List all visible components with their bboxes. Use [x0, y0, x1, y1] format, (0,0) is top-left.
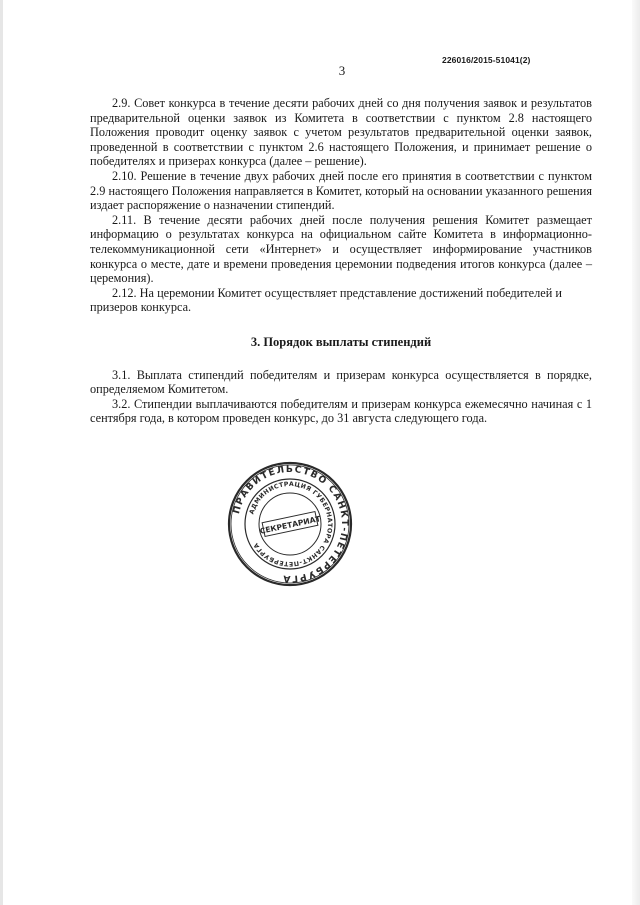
scan-edge-right [632, 0, 640, 905]
paragraph-2-12: 2.12. На церемонии Комитет осуществляет представление достижений победителей и призеров конкурса. [90, 285, 562, 315]
seal-inner-text: АДМИНИСТРАЦИЯ ГУБЕРНАТОРА САНКТ-ПЕТЕРБУРГА [248, 480, 334, 568]
seal-outer-text: ПРАВИТЕЛЬСТВО САНКТ-ПЕТЕРБУРГА [231, 463, 351, 585]
page-number: 3 [338, 63, 346, 78]
paragraph-3-1: 3.1. Выплата стипендий победителям и призерам конкурса осуществляется в порядке, определяемом Комитетом. [90, 367, 592, 397]
seal-center-text: СЕКРЕТАРИАТ [259, 514, 322, 536]
paragraph-2-10: 2.10. Решение в течение двух рабочих дней после его принятия в соответствии с пунктом 2.9 настоящего Положения направляется в Комитет, который на основании указанного решения издает распоряжение о назначении стипендий. [90, 168, 592, 213]
paragraph-3-2: 3.2. Стипендии выплачиваются победителям и призерам конкурса ежемесячно начиная с 1 сентября года, в котором проведен конкурс, до 31 августа следующего года. [90, 396, 592, 426]
paragraph-2-9: 2.9. Совет конкурса в течение десяти рабочих дней со дня получения заявок и результатов предварительной оценки заявок из Комитета в соответствии с пунктом 2.8 настоящего Положения проводит оценку заявок с учетом результатов предварительной оценки заявок, проведенной в соответствии с пунктом 2.6 настоящего Положения, и принимает решение о победителях и призерах конкурса (далее – решение). [90, 96, 592, 169]
scan-edge-left [0, 0, 3, 905]
paragraph-2-11: 2.11. В течение десяти рабочих дней после получения решения Комитет размещает информацию о результатах конкурса на официальном сайте Комитета в информационно-телекоммуникационной сети «Интернет» и осуществляет информирование участников конкурса о месте, дате и времени проведения церемонии подведения итогов конкурса (далее – церемония). [90, 212, 592, 286]
document-body [90, 96, 592, 426]
document-id: 226016/2015-51041(2) [442, 55, 531, 65]
official-seal [227, 461, 353, 587]
section-3-heading: 3. Порядок выплаты стипендий [250, 334, 432, 349]
